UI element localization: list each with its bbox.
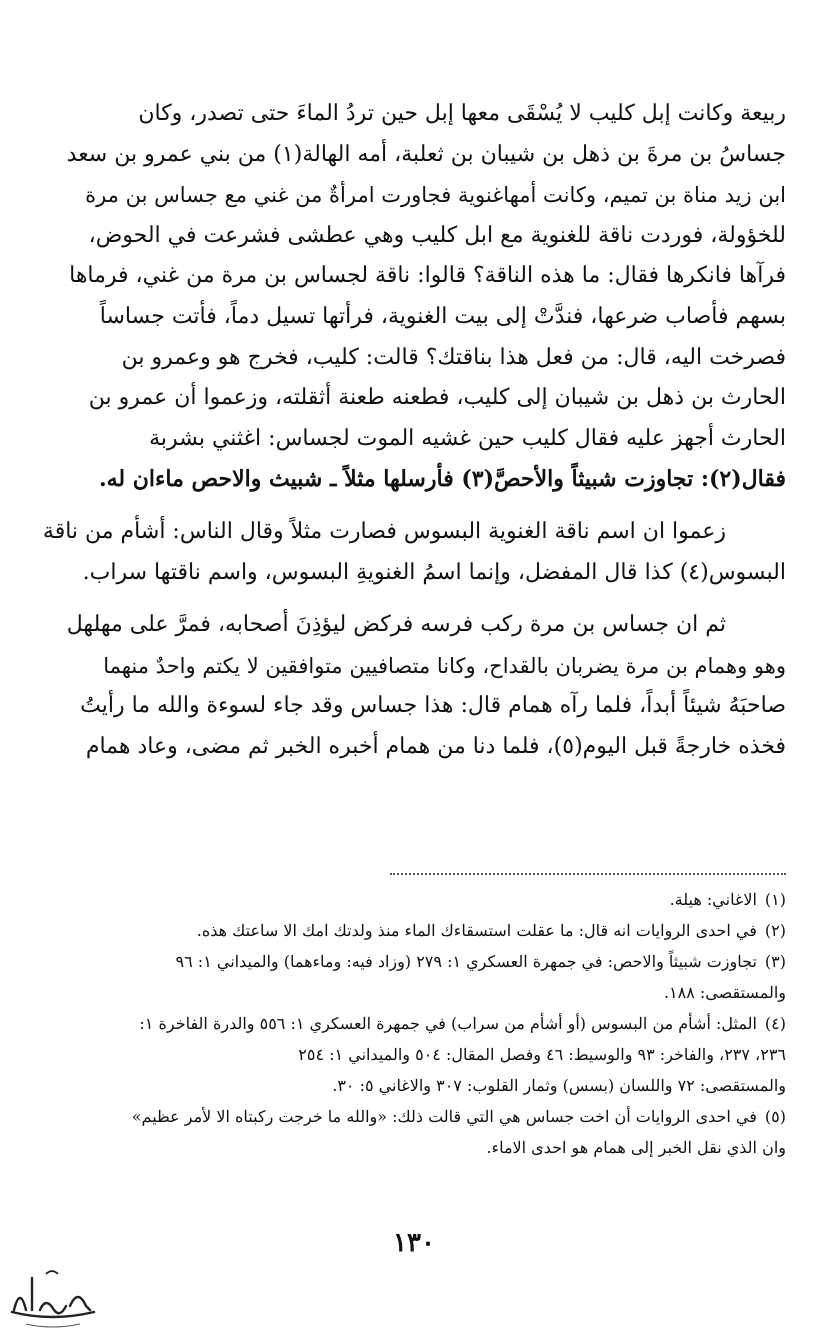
text-line: فرآها فانكرها فقال: ما هذه الناقة؟ قالوا: ناقة لجساس بن مرة من غني، فرماها bbox=[69, 263, 786, 289]
footnote-3-continued: والمستقصى: ١٨٨. bbox=[663, 983, 786, 1002]
footnote-4 bbox=[42, 1008, 786, 1039]
footnote-4-continued: والمستقصى: ٧٢ واللسان (بسس) وثمار القلوب: ٣٠٧ والاغاني ٥: ٣٠. bbox=[332, 1076, 786, 1095]
text-line: بسهم فأصاب ضرعها، فندَّتْ إلى بيت الغنوية، فرأتها تسيل دماً، فأتت جساساً bbox=[99, 303, 786, 329]
text-line: البسوس(٤) كذا قال المفضل، وإنما اسمُ الغنويةِ البسوس، واسم ناقتها سراب. bbox=[82, 559, 786, 585]
footnote-3 bbox=[42, 946, 786, 977]
footnote-1 bbox=[42, 884, 786, 915]
footnote-text: تجاوزت شبيثاً والاحص: في جمهرة العسكري ١: ٢٧٩ (وزاد فيه: وماءهما) والميداني ١: ٩٦ bbox=[175, 952, 757, 971]
footnote-divider bbox=[390, 873, 786, 875]
footnote-5 bbox=[42, 1101, 786, 1132]
footnote-text: في احدى الروايات أن اخت جساس هي التي قالت ذلك: «والله ما خرجت ركبتاه الا لأمر عظيم» bbox=[131, 1107, 757, 1126]
footnote-5-continued: وان الذي نقل الخبر إلى همام هو احدى الاماء. bbox=[486, 1138, 786, 1157]
text-line: وهو وهمام بن مرة يضربان بالقداح، وكانا متصافيين متوافقين لا يكتم واحدٌ منهما bbox=[103, 653, 786, 678]
calligraphic-signature-logo-icon bbox=[6, 1266, 98, 1332]
paragraph-1 bbox=[42, 94, 786, 500]
footnote-text: الاغاني: هيلة. bbox=[669, 890, 757, 909]
text-line: فصرخت اليه، قال: من فعل هذا بناقتك؟ قالت: كليب، فخرج هو وعمرو بن bbox=[121, 344, 786, 370]
footnote-2 bbox=[42, 915, 786, 946]
footnote-number: (٤) bbox=[764, 1014, 786, 1033]
footnote-4-continued: ٢٣٦، ٢٣٧، والفاخر: ٩٣ والوسيط: ٤٦ وفصل المقال: ٥٠٤ والميداني ١: ٢٥٤ bbox=[298, 1045, 786, 1064]
paragraph-3 bbox=[42, 605, 786, 767]
text-line: زعموا ان اسم ناقة الغنوية البسوس فصارت مثلاً وقال الناس: أشأم من ناقة bbox=[42, 518, 726, 544]
text-line: ثم ان جساس بن مرة ركب فرسه فركض ليؤذِنَ أصحابه، فمرَّ على مهلهل bbox=[66, 612, 726, 638]
page-number: ١٣٠ bbox=[393, 1228, 435, 1258]
footnote-text: في احدى الروايات انه قال: ما عقلت استسقاءك الماء منذ ولدتك امك الا ساعتك هذه. bbox=[196, 921, 757, 940]
text-line: الحارث أجهز عليه فقال كليب حين غشيه الموت لجساس: اغثني بشربة bbox=[149, 425, 786, 451]
footnote-number: (٣) bbox=[764, 952, 786, 971]
footnote-text: المثل: أشأم من البسوس (أو أشأم من سراب) في جمهرة العسكري ١: ٥٥٦ والدرة الفاخرة ١: bbox=[139, 1014, 757, 1033]
text-line: فقال(٢): تجاوزت شبيثاً والأحصَّ(٣) فأرسلها مثلاً ـ شبيث والاحص ماءان له. bbox=[98, 466, 786, 493]
footnotes bbox=[42, 884, 786, 1163]
footnote-number: (٥) bbox=[764, 1107, 786, 1126]
text-line: للخؤولة، فوردت ناقة للغنوية مع ابل كليب وهي عطشى فشرعت في الحوض، bbox=[88, 222, 786, 248]
text-line: ربيعة وكانت إبل كليب لا يُسْقَى معها إبل حين تردُ الماءَ حتى تصدر، وكان bbox=[138, 101, 786, 126]
text-line: ابن زيد مناة بن تميم، وكانت أمهاغنوية فجاورت امرأةٌ من غني مع جساس بن مرة bbox=[85, 183, 786, 208]
footnote-number: (١) bbox=[764, 890, 786, 909]
paragraph-2 bbox=[42, 512, 786, 593]
text-line: جساسُ بن مرةَ بن ذهل بن شيبان بن ثعلبة، أمه الهالة(١) من بني عمرو بن سعد bbox=[66, 141, 786, 167]
footnote-number: (٢) bbox=[764, 921, 786, 940]
text-line: فخذه خارجةً قبل اليوم(٥)، فلما دنا من همام أخبره الخبر ثم مضى، وعاد همام bbox=[85, 733, 786, 759]
text-line: صاحبَهُ شيئاً أبداً، فلما رآه همام قال: هذا جساس وقد جاء لسوءة والله ما رأيتُ bbox=[80, 693, 786, 719]
text-line: الحارث بن ذهل بن شيبان إلى كليب، فطعنه طعنة أثقلته، وزعموا أن عمرو بن bbox=[88, 385, 786, 411]
main-text bbox=[42, 94, 786, 780]
